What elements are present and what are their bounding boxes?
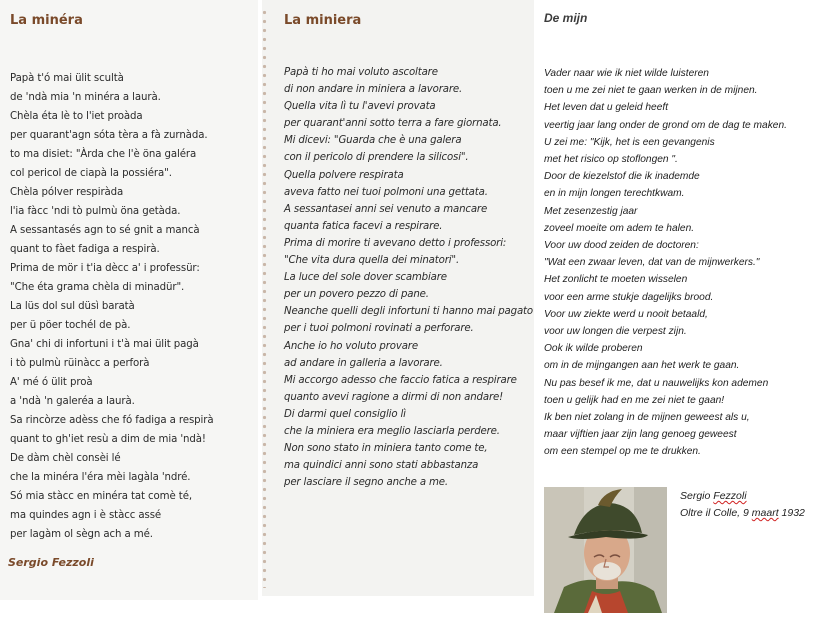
poem-line: Chèla pólver respiràda — [10, 187, 124, 198]
poem-line: per quarant'anni sotto terra a fare giornata. — [284, 118, 502, 130]
poem-line: l'ia fàcc 'ndi tò pulmù öna getàda. — [10, 206, 181, 217]
poem-line: quant to gh'iet resù a dim de mia 'ndà! — [10, 434, 206, 445]
poem-line: Ook ik wilde proberen — [544, 343, 643, 355]
poem-line: che la miniera era meglio lasciarla perdere. — [284, 425, 500, 437]
poem-title-italian: La miniera — [284, 13, 362, 28]
poem-line: veertig jaar lang onder de grond om de dag te maken. — [544, 119, 787, 131]
poem-line: che la minéra l'éra mèi lagàla 'ndré. — [10, 472, 191, 483]
poem-line: Chèla éta lè to l'iet proàda — [10, 111, 143, 122]
poem-line: De dàm chèl consèi lé — [10, 453, 121, 464]
poem-dutch — [544, 65, 787, 461]
poem-line: Prima di morire ti avevano detto i professori: — [284, 237, 507, 249]
poem-line: U zei me: "Kijk, het is een gevangenis — [544, 136, 715, 148]
poem-line: Papà ti ho mai voluto ascoltare — [284, 67, 438, 78]
poem-bergamasco — [10, 69, 213, 544]
poem-line: toen u gelijk had en me zei niet te gaan! — [544, 394, 725, 406]
poem-line: "Che vita dura quella dei minatori". — [284, 255, 460, 267]
poem-line: La luce del sole dover scambiare — [284, 272, 447, 284]
poem-line: "Che éta grama chèla di minadür". — [10, 282, 185, 293]
poem-line: La lüs dol sul düsì baratà — [10, 301, 135, 312]
poem-line: ma quindici anni sono stati abbastanza — [284, 460, 479, 472]
poem-line: Ik ben niet zolang in de mijnen geweest als u, — [544, 412, 750, 424]
poem-line: quanta fatica facevi a respirare. — [284, 220, 443, 232]
poem-line: Het leven dat u geleid heeft — [544, 102, 669, 114]
caption-month: maart — [751, 507, 779, 519]
poem-line: per quarant'agn sóta tèra a fà zurnàda. — [10, 130, 208, 141]
poem-line: Door de kiezelstof die ik inademde — [544, 171, 700, 183]
author-signature: Sergio Fezzoli — [8, 556, 94, 569]
poem-line: Gna' chi di infortuni i t'à mai ülit pagà — [10, 339, 199, 350]
poem-line: per i tuoi polmoni rovinati a perforare. — [284, 323, 474, 335]
poem-line: Só mia stàcc en minéra tat comè té, — [10, 491, 193, 502]
poem-line: per lasciare il segno anche a me. — [284, 477, 449, 489]
poem-line: Voor uw dood zeiden de doctoren: — [544, 240, 699, 252]
poem-line: aveva fatto nei tuoi polmoni una gettata. — [284, 186, 488, 198]
poem-line: per ü pöer tochél de pà. — [10, 320, 131, 331]
poem-line: en in mijn longen terechtkwam. — [544, 188, 685, 200]
poem-line: per un povero pezzo di pane. — [284, 289, 429, 301]
author-portrait-photo — [544, 487, 667, 613]
poem-line: voor uw longen die verpest zijn. — [544, 326, 687, 338]
poem-title-dutch: De mijn — [544, 11, 588, 25]
poem-line: Anche io ho voluto provare — [284, 340, 418, 352]
poem-line: de 'ndà mia 'n minéra a laurà. — [10, 92, 161, 103]
poem-line: col pericol de ciapà la possiéra". — [10, 168, 172, 179]
caption-year: 1932 — [778, 507, 805, 519]
poem-line: A sessantasés agn to sé gnit a mancà — [10, 225, 200, 236]
poem-line: Sa rincòrze adèss che fó fadiga a respirà — [10, 415, 214, 426]
poem-line: ad andare in galleria a lavorare. — [284, 357, 443, 369]
poem-line: con il pericolo di prendere la silicosi". — [284, 152, 469, 164]
poem-line: Neanche quelli degli infortuni ti hanno mai pagato — [284, 306, 533, 318]
dotted-divider — [262, 8, 267, 588]
poem-line: to ma disiet: "Àrda che l'è öna galéra — [10, 149, 197, 160]
poem-line: met het risico op stoflongen ". — [544, 154, 678, 166]
poem-italian — [284, 64, 533, 491]
poem-line: Quella polvere respirata — [284, 169, 404, 181]
poem-line: per lagàm ol sègn ach a mé. — [10, 529, 153, 540]
poem-line: ma quindes agn i è stàcc assé — [10, 510, 162, 521]
poem-line: maar vijftien jaar zijn lang genoeg geweest — [544, 429, 737, 441]
poem-title-bergamasco: La minéra — [10, 13, 83, 28]
italian-column — [262, 0, 534, 596]
portrait-illustration — [544, 487, 667, 613]
poem-line: quant to fàet fadiga a respirà. — [10, 244, 160, 255]
poem-line: Quella vita lì tu l'avevi provata — [284, 101, 436, 113]
poem-line: om in de mijngangen aan het werk te gaan. — [544, 360, 740, 372]
poem-line: zoveel moeite om adem te halen. — [544, 222, 695, 234]
poem-line: Voor uw ziekte werd u nooit betaald, — [544, 308, 708, 320]
caption-place-date — [680, 505, 805, 522]
poem-line: Prima de mör i t'ia dècc a' i professür: — [10, 263, 200, 274]
bergamasco-column — [0, 0, 258, 600]
caption-author — [680, 488, 805, 505]
poem-line: quanto avevi ragione a dirmi di non andare! — [284, 391, 504, 403]
caption-author-last: Fezzoli — [713, 490, 747, 502]
caption-author-first: Sergio — [680, 490, 714, 502]
poem-line: di non andare in miniera a lavorare. — [284, 84, 463, 96]
poem-line: Mi dicevi: "Guarda che è una galera — [284, 135, 462, 147]
poem-line: voor een arme stukje dagelijks brood. — [544, 291, 714, 303]
poem-line: Mi accorgo adesso che faccio fatica a respirare — [284, 374, 517, 386]
caption-place: Oltre il Colle, 9 — [680, 507, 752, 519]
photo-caption — [680, 488, 805, 522]
poem-line: A sessantasei anni sei venuto a mancare — [284, 203, 488, 215]
poem-line: Het zonlicht te moeten wisselen — [544, 274, 688, 286]
poem-line: Vader naar wie ik niet wilde luisteren — [544, 68, 709, 79]
poem-line: toen u me zei niet te gaan werken in de mijnen. — [544, 85, 758, 97]
poem-line: a 'ndà 'n galeréa a laurà. — [10, 396, 135, 407]
poem-line: "Wat een zwaar leven, dat van de mijnwerkers." — [544, 257, 760, 269]
poem-line: Non sono stato in miniera tanto come te, — [284, 443, 488, 455]
poem-line: i tò pulmù rüinàcc a perforà — [10, 358, 150, 369]
poem-line: Met zesenzestig jaar — [544, 205, 638, 217]
poem-line: om een stempel op me te drukken. — [544, 446, 701, 458]
poem-line: Nu pas besef ik me, dat u nauwelijks kon ademen — [544, 377, 769, 389]
poem-line: Papà t'ó mai ülit scultà — [10, 73, 124, 84]
poem-line: Di darmi quel consiglio lì — [284, 408, 406, 420]
poem-line: A' mé ó ülit proà — [10, 377, 93, 388]
